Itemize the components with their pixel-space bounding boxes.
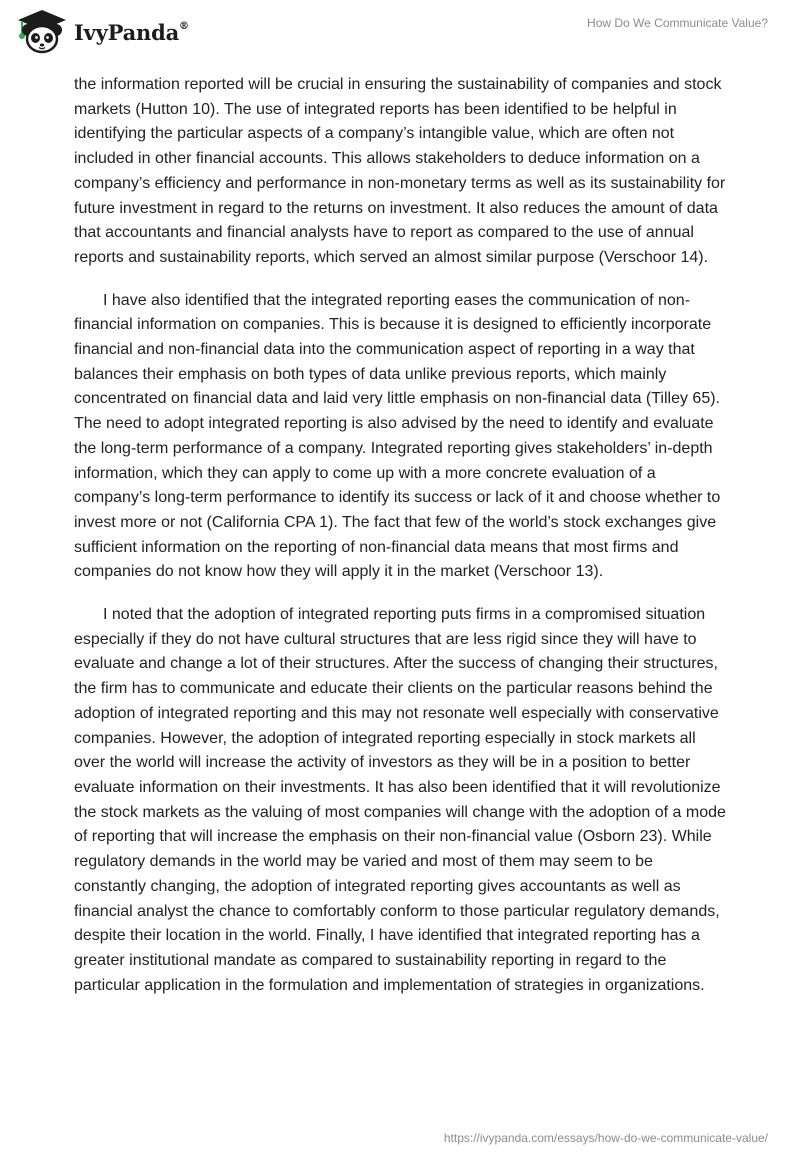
document-title: How Do We Communicate Value? [587,16,768,30]
paragraph: I have also identified that the integrated reporting eases the communication of non-financial information on companies. This is because it is designed to efficiently incorporate financial and non-financial data into the communication aspect of reporting in a way that balances their emphasis on both types of data unlike previous reports, which mainly concentrated on financial data and laid very little emphasis on non-financial data (Tilley 65). The need to adopt integrated reporting is also advised by the need to identify and evaluate the long-term performance of a company. Integrated reporting gives stakeholders’ in-depth information, which they can apply to come up with a more concrete evaluation of a company’s long-term performance to identify its success or lack of it and choose whether to invest more or not (California CPA 1). The fact that few of the world’s stock exchanges give sufficient information on the reporting of non-financial data means that most firms and companies do not know how they will apply it in the market (Verschoor 13). [74,291,721,581]
paragraph: I noted that the adoption of integrated reporting puts firms in a compromised situation especially if they do not have cultural structures that are less rigid since they will have to evaluate and change a lot of their structures. After the success of changing their structures, the firm has to communicate and educate their clients on the particular reasons behind the adoption of integrated reporting and this may not resonate well especially with conservative companies. However, the adoption of integrated reporting especially in stock markets all over the world will increase the activity of investors as they will be in a position to better evaluate information on their investments. It has also been identified that it will revolutionize the stock markets as the valuing of most companies will change with the adoption of a mode of reporting that will increase the emphasis on their non-financial value (Osborn 23). While regulatory demands in the world may be varied and most of them may seem to be constantly changing, the adoption of integrated reporting gives accountants as well as financial analyst the chance to comfortably conform to those particular regulatory demands, despite their location in the world. Finally, I have identified that integrated reporting has a greater institutional mandate as compared to sustainability reporting in regard to the particular application in the formulation and implementation of strategies in organizations. [74,606,726,994]
panda-graduate-icon [14,8,70,54]
source-url[interactable]: https://ivypanda.com/essays/how-do-we-communicate-value/ [443,1131,768,1145]
paragraph-continued: the information reported will be crucial in ensuring the sustainability of companies and stock markets (Hutton 10). The use of integrated reports has been identified to be helpful in identifying the particular aspects of a company’s intangible value, which are often not included in other financial accounts. This allows stakeholders to deduce information on a company’s efficiency and performance in non-monetary terms as well as its sustainability for future investment in regard to the returns on investment. It also reduces the amount of data that accountants and financial analysts have to report as compared to the use of annual reports and sustainability reports, which served an almost similar purpose (Verschoor 14). [74,76,726,266]
brand-logo[interactable] [14,8,189,54]
essay-body [74,73,726,1016]
brand-name: IvyPanda® [74,19,189,45]
page-header [0,0,800,60]
